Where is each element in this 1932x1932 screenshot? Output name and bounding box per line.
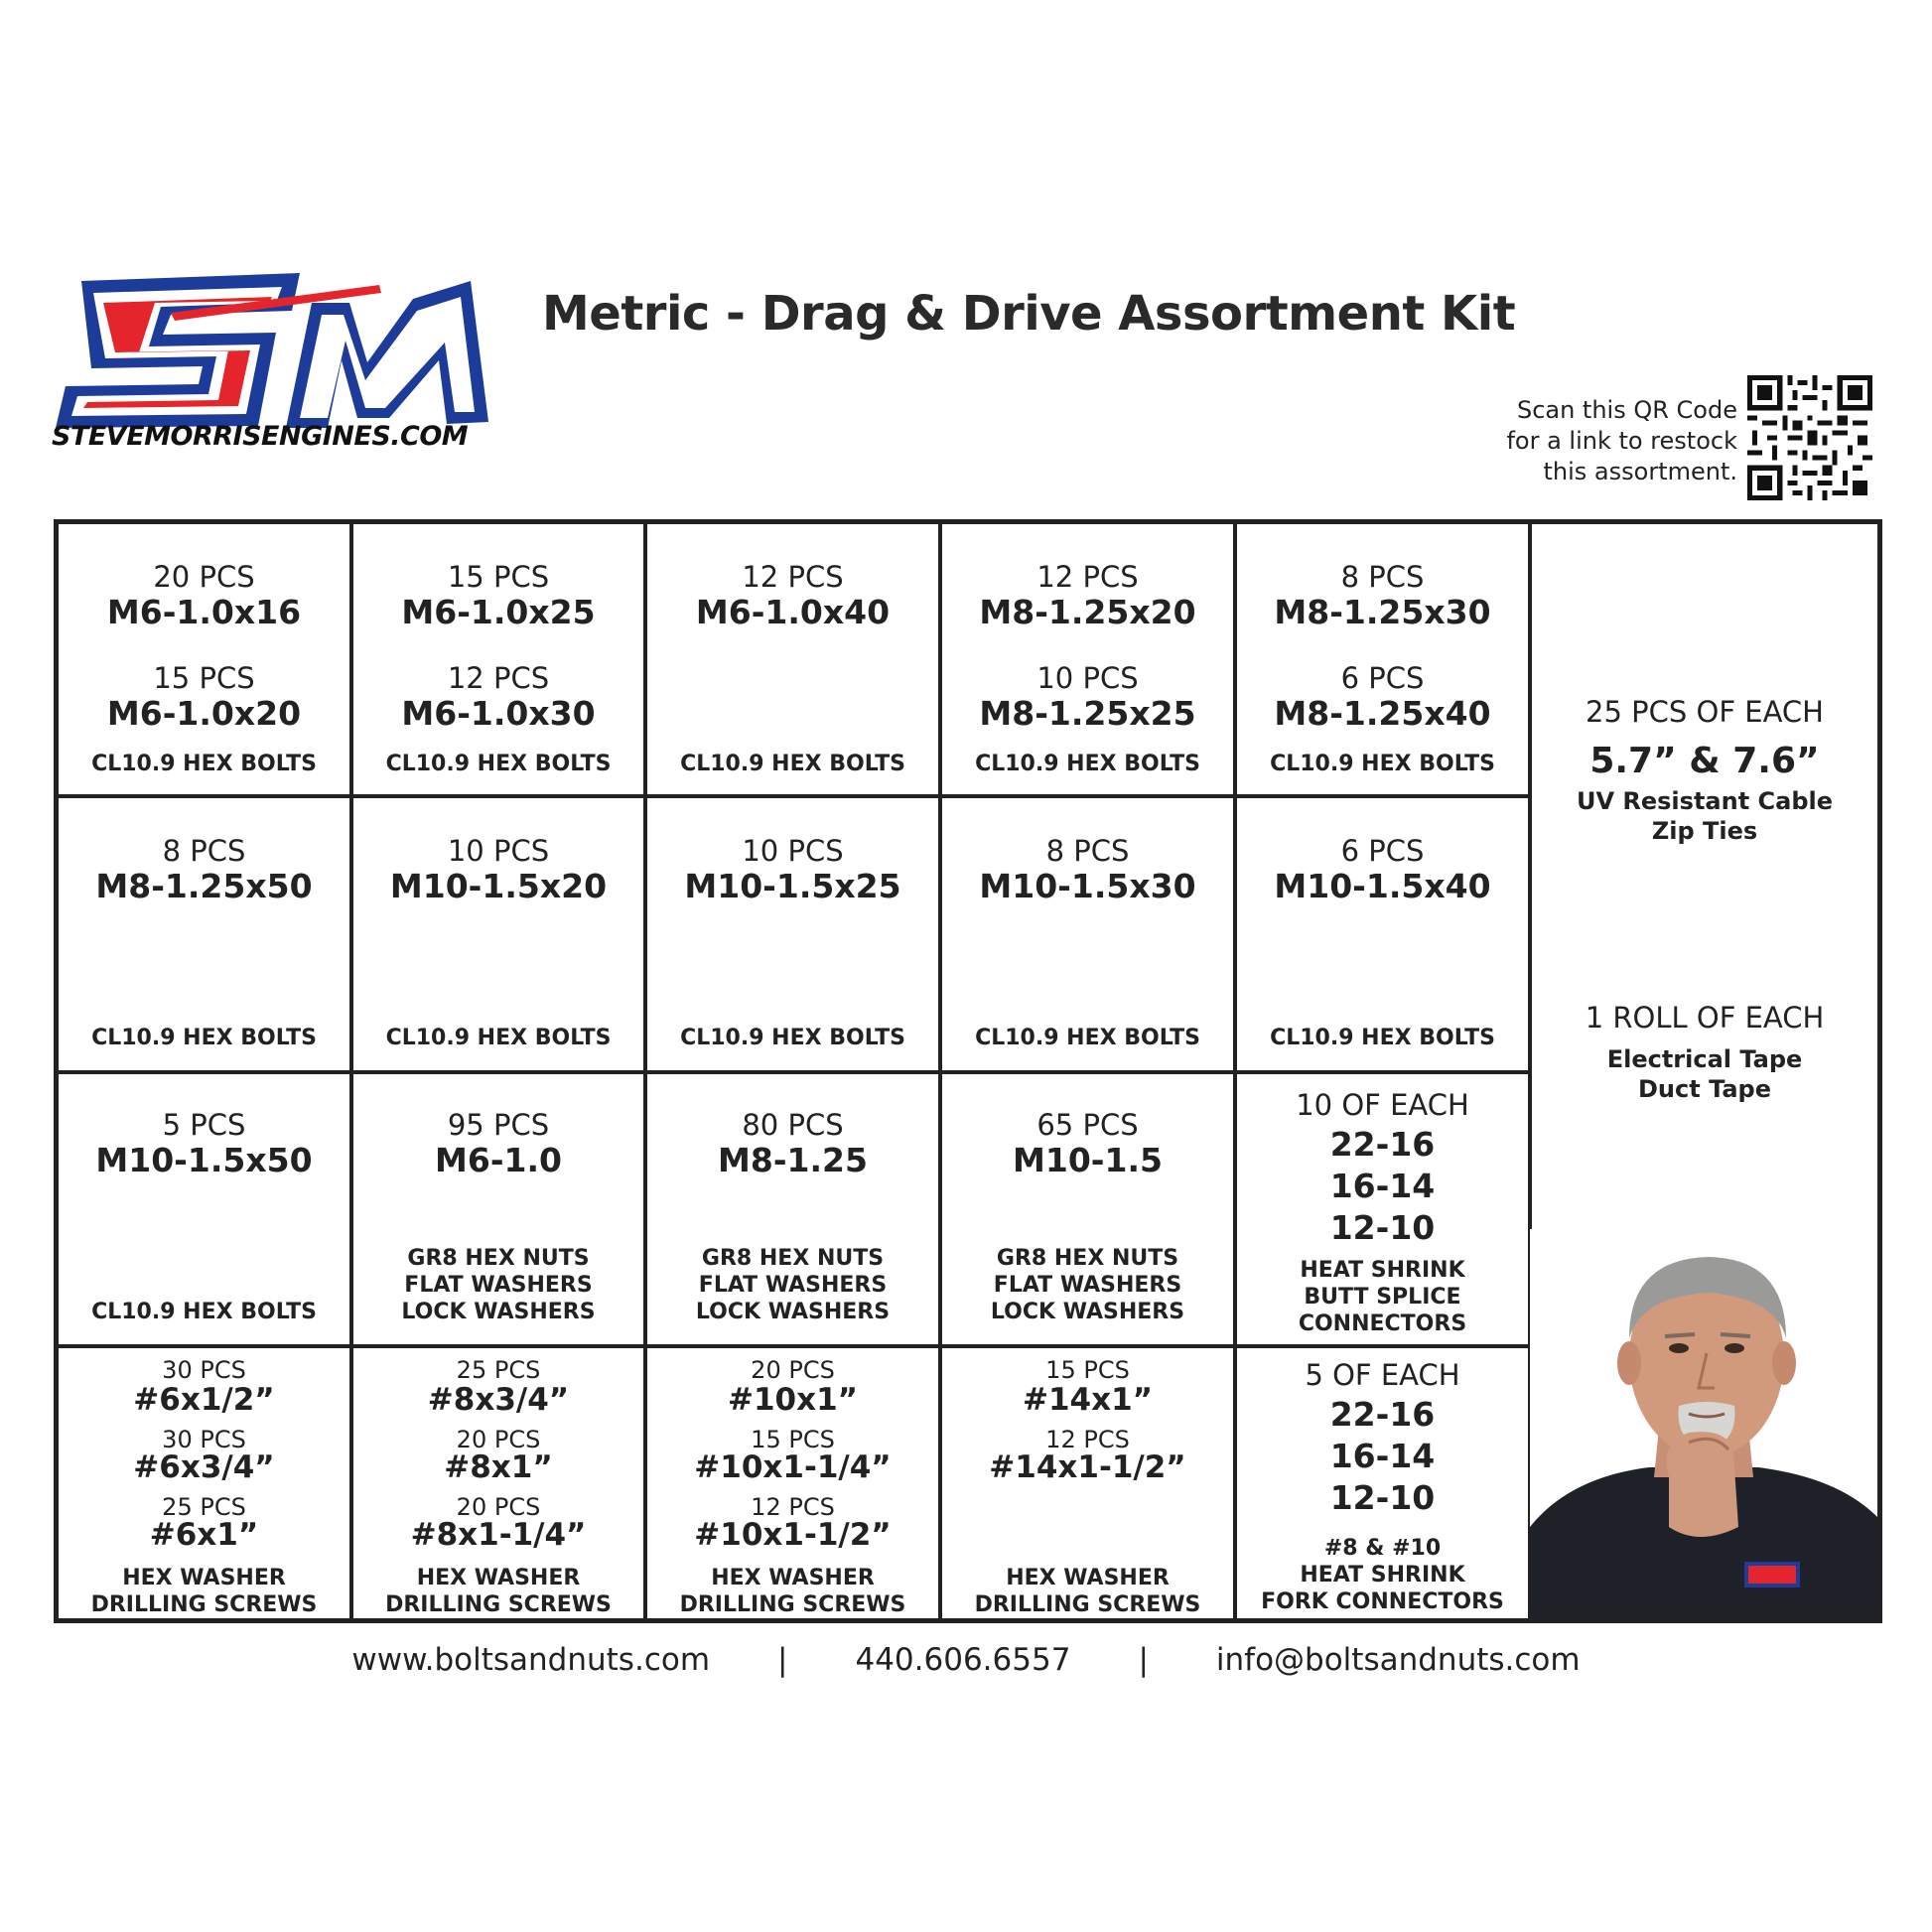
size-label: M8-1.25 xyxy=(718,1141,868,1179)
grid-cell xyxy=(1237,1348,1532,1623)
category-label: CL10.9 HEX BOLTS xyxy=(385,752,612,776)
category-label: CL10.9 HEX BOLTS xyxy=(91,1026,317,1050)
category-label: GR8 HEX NUTS xyxy=(407,1246,590,1271)
size-label: #10x1” xyxy=(727,1382,859,1418)
grid-cell xyxy=(942,1348,1237,1623)
page-title: Metric - Drag & Drive Assortment Kit xyxy=(542,286,1516,342)
quantity-label: 12 PCS xyxy=(742,560,844,594)
size-label: M6-1.0x16 xyxy=(106,593,302,631)
size-label: 16-14 xyxy=(1329,1167,1436,1205)
grid-cell xyxy=(1237,1074,1532,1348)
quantity-label: 1 ROLL OF EACH xyxy=(1585,1001,1825,1035)
quantity-label: 15 PCS xyxy=(153,661,255,695)
category-label: CL10.9 HEX BOLTS xyxy=(91,752,317,776)
size-label: #6x1” xyxy=(149,1517,259,1553)
quantity-label: 8 PCS xyxy=(162,834,246,868)
quantity-label: 80 PCS xyxy=(742,1108,844,1142)
category-label: HEX WASHER xyxy=(711,1566,875,1590)
category-label: Zip Ties xyxy=(1651,817,1758,845)
size-label: #8x3/4” xyxy=(427,1382,570,1418)
footer-contact xyxy=(0,1642,1932,1678)
separator: | xyxy=(1138,1642,1149,1678)
category-label: BUTT SPLICE xyxy=(1304,1285,1461,1310)
category-label: CL10.9 HEX BOLTS xyxy=(975,752,1200,776)
category-label: LOCK WASHERS xyxy=(401,1300,596,1324)
size-label: M10-1.5x50 xyxy=(95,1141,313,1179)
email-link[interactable]: info@boltsandnuts.com xyxy=(1215,1642,1581,1678)
category-label: GR8 HEX NUTS xyxy=(701,1246,885,1271)
quantity-label: 12 PCS xyxy=(1045,1426,1130,1453)
category-label: FLAT WASHERS xyxy=(404,1273,593,1298)
quantity-label: 5 PCS xyxy=(162,1108,246,1142)
size-label: M8-1.25x30 xyxy=(1274,593,1491,631)
quantity-label: 30 PCS xyxy=(162,1356,246,1384)
size-label: M10-1.5x20 xyxy=(389,867,608,905)
grid-cell xyxy=(59,1074,353,1348)
size-label: #8x1-1/4” xyxy=(410,1517,587,1553)
size-label: M8-1.25x20 xyxy=(979,593,1196,631)
size-label: 5.7” & 7.6” xyxy=(1589,741,1820,781)
qr-code-graphic xyxy=(1747,375,1872,500)
quantity-label: 5 OF EACH xyxy=(1305,1358,1460,1392)
grid-cell xyxy=(353,1348,647,1623)
grid-cell xyxy=(647,798,942,1074)
quantity-label: 10 PCS xyxy=(447,834,550,868)
quantity-label: 12 PCS xyxy=(1036,560,1139,594)
size-label: 22-16 xyxy=(1329,1395,1436,1434)
grid-cell xyxy=(942,524,1237,798)
size-label: 22-16 xyxy=(1329,1125,1436,1164)
quantity-label: 12 PCS xyxy=(447,661,550,695)
quantity-label: 20 PCS xyxy=(456,1426,541,1453)
size-label: #6x3/4” xyxy=(133,1449,275,1485)
size-label: #10x1-1/2” xyxy=(694,1517,892,1553)
category-label: UV Resistant Cable xyxy=(1576,787,1834,815)
category-label: Electrical Tape xyxy=(1606,1045,1803,1073)
qr-note-line: Scan this QR Code xyxy=(1516,396,1737,424)
quantity-label: 25 PCS OF EACH xyxy=(1586,695,1824,729)
logo-website-text: STEVEMORRISENGINES.COM xyxy=(52,421,469,452)
grid-cell xyxy=(942,798,1237,1074)
quantity-label: 15 PCS xyxy=(751,1426,835,1453)
category-label: CL10.9 HEX BOLTS xyxy=(680,752,905,776)
category-label: DRILLING SCREWS xyxy=(974,1592,1201,1617)
grid-cell xyxy=(353,798,647,1074)
grid-cell xyxy=(1237,798,1532,1074)
size-label: M8-1.25x40 xyxy=(1274,694,1491,733)
size-label: #8x1” xyxy=(444,1449,553,1485)
qr-note-line: for a link to restock xyxy=(1506,427,1737,455)
quantity-label: 10 OF EACH xyxy=(1296,1088,1469,1122)
person-photo xyxy=(1530,1229,1877,1618)
category-label: CL10.9 HEX BOLTS xyxy=(385,1026,612,1050)
grid-cell xyxy=(59,524,353,798)
quantity-label: 20 PCS xyxy=(456,1493,541,1521)
size-label: M6-1.0x40 xyxy=(695,593,891,631)
category-label: CL10.9 HEX BOLTS xyxy=(1270,752,1495,776)
quantity-label: 15 PCS xyxy=(447,560,550,594)
size-label: M6-1.0x20 xyxy=(106,694,302,733)
size-label: M8-1.25x25 xyxy=(979,694,1196,733)
qr-note-line: this assortment. xyxy=(1543,458,1737,485)
grid-cell xyxy=(647,1074,942,1348)
website-link[interactable]: www.boltsandnuts.com xyxy=(351,1642,711,1678)
grid-cell xyxy=(647,524,942,798)
category-label: HEAT SHRINK xyxy=(1300,1258,1465,1283)
size-label: M10-1.5x25 xyxy=(684,867,901,905)
quantity-label: 8 PCS xyxy=(1340,560,1425,594)
category-label: HEX WASHER xyxy=(416,1566,581,1590)
size-label: M6-1.0x25 xyxy=(401,593,596,631)
category-label: FLAT WASHERS xyxy=(698,1273,888,1298)
category-label: CL10.9 HEX BOLTS xyxy=(680,1026,905,1050)
size-label: 12-10 xyxy=(1329,1208,1436,1247)
category-label: CL10.9 HEX BOLTS xyxy=(91,1300,317,1324)
size-label: M10-1.5x40 xyxy=(1274,867,1491,905)
qr-instructions xyxy=(1506,395,1737,487)
quantity-label: 95 PCS xyxy=(447,1108,550,1142)
size-label: M10-1.5 xyxy=(1013,1141,1163,1179)
separator: | xyxy=(777,1642,788,1678)
category-label: DRILLING SCREWS xyxy=(385,1592,612,1617)
category-label: FORK CONNECTORS xyxy=(1261,1589,1504,1614)
quantity-label: 6 PCS xyxy=(1340,661,1425,695)
quantity-label: 30 PCS xyxy=(162,1426,246,1453)
size-label: #14x1-1/2” xyxy=(989,1449,1186,1485)
category-label: HEX WASHER xyxy=(1006,1566,1170,1590)
quantity-label: 15 PCS xyxy=(1045,1356,1130,1384)
qr-code[interactable] xyxy=(1747,375,1872,500)
grid-cell xyxy=(1237,524,1532,798)
quantity-label: 12 PCS xyxy=(751,1493,835,1521)
size-label: #6x1/2” xyxy=(133,1382,275,1418)
category-label: CL10.9 HEX BOLTS xyxy=(975,1026,1200,1050)
category-label: LOCK WASHERS xyxy=(695,1300,891,1324)
quantity-label: 6 PCS xyxy=(1340,834,1425,868)
size-label: 16-14 xyxy=(1329,1437,1436,1475)
person-photo-graphic xyxy=(1530,1229,1877,1618)
grid-cell xyxy=(647,1348,942,1623)
quantity-label: 20 PCS xyxy=(751,1356,835,1384)
category-label: FLAT WASHERS xyxy=(993,1273,1182,1298)
size-label: M10-1.5x30 xyxy=(979,867,1196,905)
quantity-label: 25 PCS xyxy=(162,1493,246,1521)
category-label: HEAT SHRINK xyxy=(1300,1563,1465,1587)
category-label: HEX WASHER xyxy=(122,1566,286,1590)
size-label: M8-1.25x50 xyxy=(95,867,313,905)
phone-number[interactable]: 440.606.6557 xyxy=(855,1642,1071,1678)
category-label: GR8 HEX NUTS xyxy=(996,1246,1179,1271)
quantity-label: 10 PCS xyxy=(1036,661,1139,695)
category-label: DRILLING SCREWS xyxy=(679,1592,906,1617)
grid-cell xyxy=(59,1348,353,1623)
brand-logo xyxy=(52,246,488,455)
category-label: Duct Tape xyxy=(1638,1075,1771,1103)
category-label: CONNECTORS xyxy=(1298,1311,1467,1336)
size-label: 12-10 xyxy=(1329,1478,1436,1517)
quantity-label: 65 PCS xyxy=(1036,1108,1139,1142)
size-label: M6-1.0 xyxy=(435,1141,562,1179)
quantity-label: 8 PCS xyxy=(1045,834,1130,868)
category-label: DRILLING SCREWS xyxy=(90,1592,318,1617)
size-label: #10x1-1/4” xyxy=(694,1449,892,1485)
category-label: #8 & #10 xyxy=(1323,1536,1442,1561)
grid-cell xyxy=(353,524,647,798)
grid-cell xyxy=(942,1074,1237,1348)
size-label: #14x1” xyxy=(1022,1382,1154,1418)
grid-cell xyxy=(353,1074,647,1348)
quantity-label: 25 PCS xyxy=(456,1356,541,1384)
grid-cell xyxy=(59,798,353,1074)
quantity-label: 10 PCS xyxy=(742,834,844,868)
size-label: M6-1.0x30 xyxy=(401,694,596,733)
quantity-label: 20 PCS xyxy=(153,560,255,594)
category-label: LOCK WASHERS xyxy=(990,1300,1185,1324)
category-label: CL10.9 HEX BOLTS xyxy=(1270,1026,1495,1050)
